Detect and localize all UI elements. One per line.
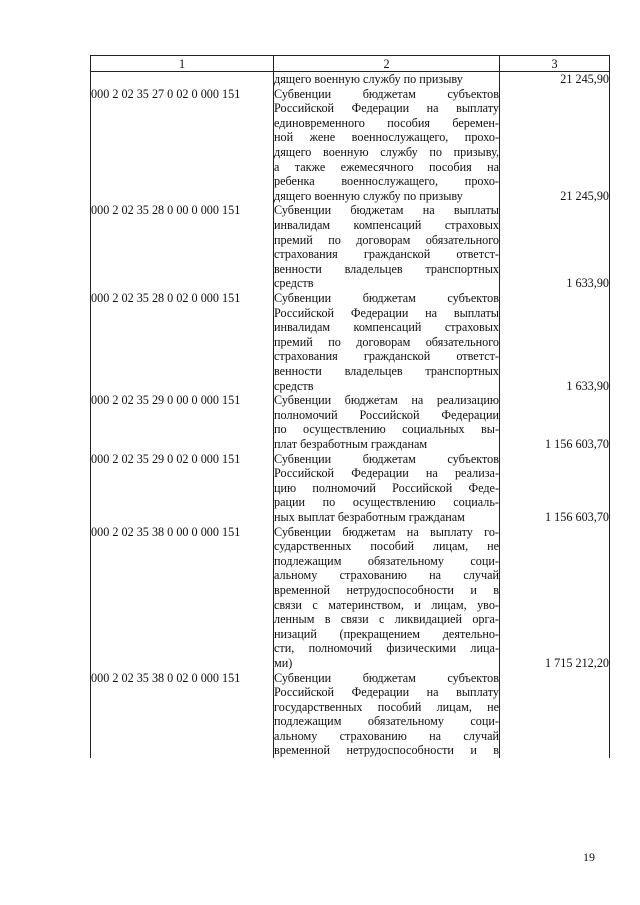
column-header-sum: 3 bbox=[500, 56, 610, 72]
name-text-line: временной нетрудоспособности и в bbox=[274, 582, 499, 597]
name-text-line: инвалидам компенсаций страховых bbox=[274, 217, 499, 232]
name-text-line: Субвенции бюджетам на выплаты bbox=[274, 203, 499, 218]
name-text-line: низаций (прекращением деятельно- bbox=[274, 626, 499, 641]
table-row bbox=[91, 671, 610, 759]
budget-name-cell bbox=[274, 525, 500, 671]
name-text-line: подлежащим обязательному соци- bbox=[274, 714, 499, 729]
name-text-line: подлежащим обязательному соци- bbox=[274, 553, 499, 568]
name-text-line: премий по договорам обязательного bbox=[274, 334, 499, 349]
name-text-line: единовременного пособия беремен- bbox=[274, 115, 499, 130]
name-text-line: ной жене военнослужащего, прохо- bbox=[274, 130, 499, 145]
name-text-line: ленным в связи с ликвидацией орга- bbox=[274, 612, 499, 627]
budget-name-cell bbox=[274, 671, 500, 759]
page-number: 19 bbox=[583, 850, 595, 864]
column-header-name: 2 bbox=[274, 56, 500, 72]
name-text-line: альному страхованию на случай bbox=[274, 728, 499, 743]
amount-cell: 21 245,90 bbox=[500, 72, 610, 87]
amount-cell: 1 633,90 bbox=[500, 291, 610, 393]
table-row bbox=[91, 203, 610, 291]
name-text-line: а также ежемесячного пособия на bbox=[274, 159, 499, 174]
amount-cell: 1 156 603,70 bbox=[500, 452, 610, 525]
name-text-line: дящего военную службу по призыву, bbox=[274, 144, 499, 159]
budget-code-cell: 000 2 02 35 38 0 00 0 000 151 bbox=[91, 525, 274, 671]
amount-cell: 1 633,90 bbox=[500, 203, 610, 291]
budget-name-cell bbox=[274, 291, 500, 393]
table-row bbox=[91, 72, 610, 87]
amount-cell: 1 156 603,70 bbox=[500, 393, 610, 451]
name-text-line: временной нетрудоспособности и в bbox=[274, 743, 499, 758]
name-text-line: цию полномочий Российской Феде- bbox=[274, 480, 499, 495]
name-text-line: премий по договорам обязательного bbox=[274, 232, 499, 247]
name-text-line: Субвенции бюджетам субъектов bbox=[274, 86, 499, 101]
name-text-line: Российской Федерации на выплаты bbox=[274, 305, 499, 320]
table-body bbox=[91, 72, 610, 759]
name-text-line: сударственных пособий лицам, не bbox=[274, 539, 499, 554]
name-text-line: дящего военную службу по призыву bbox=[274, 188, 463, 203]
budget-code-cell: 000 2 02 35 38 0 02 0 000 151 bbox=[91, 671, 274, 759]
name-text-line: Субвенции бюджетам субъектов bbox=[274, 670, 499, 685]
name-text-line: Субвенции бюджетам субъектов bbox=[274, 451, 499, 466]
table-row bbox=[91, 291, 610, 393]
table-header bbox=[91, 56, 610, 72]
table-row bbox=[91, 452, 610, 525]
amount-cell bbox=[500, 671, 610, 759]
name-text-line: Субвенции бюджетам на реализацию bbox=[274, 393, 499, 408]
name-text-line: ных выплат безработным гражданам bbox=[274, 509, 465, 524]
budget-code-cell: 000 2 02 35 29 0 00 0 000 151 bbox=[91, 393, 274, 451]
name-text-line: венности владельцев транспортных bbox=[274, 363, 499, 378]
name-text-line: государственных пособий лицам, не bbox=[274, 699, 499, 714]
table-row bbox=[91, 525, 610, 671]
budget-name-cell bbox=[274, 452, 500, 525]
name-text-line: Субвенции бюджетам субъектов bbox=[274, 290, 499, 305]
name-text-line: ми) bbox=[274, 655, 293, 670]
name-text-line: средств bbox=[274, 378, 314, 393]
budget-code-cell: 000 2 02 35 28 0 00 0 000 151 bbox=[91, 203, 274, 291]
name-text-line: Российской Федерации на реализа- bbox=[274, 466, 499, 481]
budget-code-cell: 000 2 02 35 29 0 02 0 000 151 bbox=[91, 452, 274, 525]
budget-name-cell bbox=[274, 72, 500, 87]
budget-code-cell bbox=[91, 72, 274, 87]
name-text-line: альному страхованию на случай bbox=[274, 568, 499, 583]
name-text-line: венности владельцев транспортных bbox=[274, 261, 499, 276]
budget-name-cell bbox=[274, 87, 500, 204]
name-text-line: инвалидам компенсаций страховых bbox=[274, 320, 499, 335]
name-text-line: средств bbox=[274, 276, 314, 291]
name-text-line: ребенка военнослужащего, прохо- bbox=[274, 174, 499, 189]
name-text-line: Субвенции бюджетам на выплату го- bbox=[274, 524, 499, 539]
name-text-line: сти, полномочий физическими лица- bbox=[274, 641, 499, 656]
name-text-line: связи с материнством, и лицам, уво- bbox=[274, 597, 499, 612]
budget-code-cell: 000 2 02 35 28 0 02 0 000 151 bbox=[91, 291, 274, 393]
name-text-line: дящего военную службу по призыву bbox=[274, 72, 463, 86]
amount-cell: 21 245,90 bbox=[500, 87, 610, 204]
name-text-line: рации по осуществлению социаль- bbox=[274, 495, 499, 510]
name-text-line: страхования гражданской ответст- bbox=[274, 247, 499, 262]
name-text-line: полномочий Российской Федерации bbox=[274, 407, 499, 422]
column-header-code: 1 bbox=[91, 56, 274, 72]
name-text-line: страхования гражданской ответст- bbox=[274, 349, 499, 364]
name-text-line: Российской Федерации на выплату bbox=[274, 685, 499, 700]
table-row bbox=[91, 393, 610, 451]
budget-name-cell bbox=[274, 203, 500, 291]
budget-code-cell: 000 2 02 35 27 0 02 0 000 151 bbox=[91, 87, 274, 204]
name-text-line: Российской Федерации на выплату bbox=[274, 101, 499, 116]
name-text-line: плат безработным гражданам bbox=[274, 436, 428, 451]
table-row bbox=[91, 87, 610, 204]
name-text-line: по осуществлению социальных вы- bbox=[274, 422, 499, 437]
amount-cell: 1 715 212,20 bbox=[500, 525, 610, 671]
budget-table bbox=[90, 55, 610, 758]
budget-name-cell bbox=[274, 393, 500, 451]
